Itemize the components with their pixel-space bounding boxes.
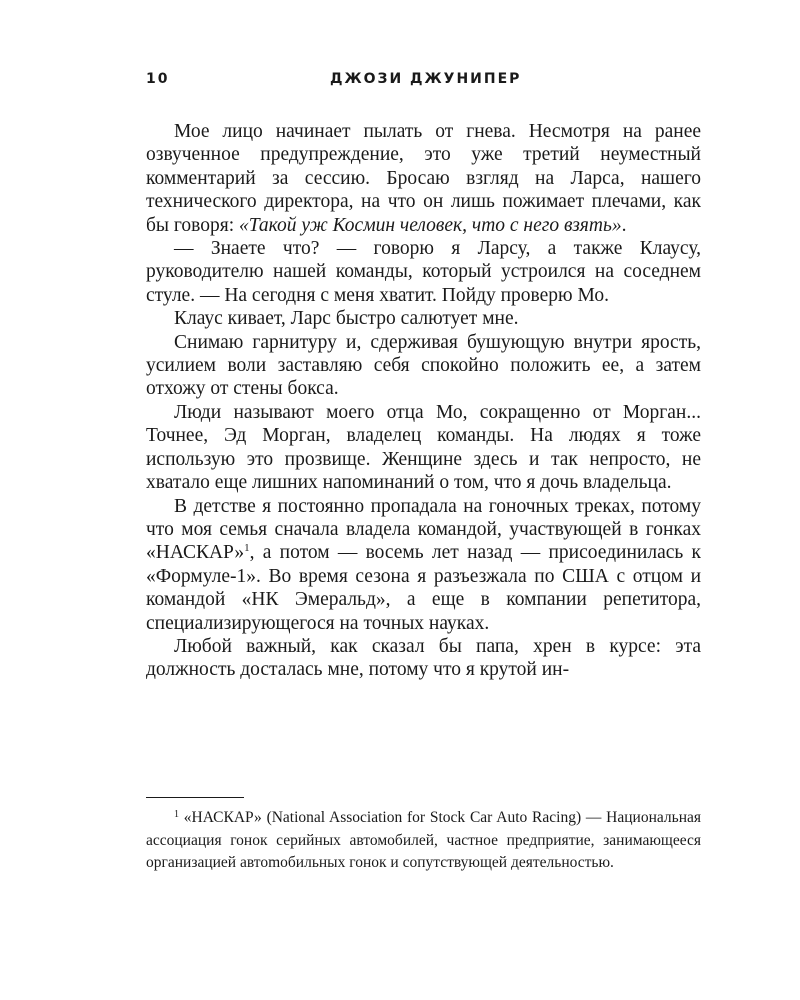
paragraph-6 <box>146 495 701 635</box>
paragraph-5: Люди называют моего отца Мо, сокращенно от Морган... Точнее, Эд Морган, владелец команды. На людях я тоже использую это прозвище. Женщине здесь и так непросто, не хватало еще лишних напоминаний о том, что я дочь владельца. <box>146 401 701 494</box>
paragraph-4: Снимаю гарнитуру и, сдерживая бушующую внутри ярость, усилием воли заставляю себя спокойно положить ее, а затем отхожу от стены бокса. <box>146 331 701 400</box>
running-header <box>146 71 718 91</box>
paragraph-1-quote: «Такой уж Космин человек, что с него взять» <box>239 214 622 236</box>
paragraph-1-text: Мое лицо начинает пылать от гнева. Несмотря на ранее озвученное предупреждение, это уже третий неуместный комментарий за сессию. Бросаю взгляд на Ларса, нашего технического директора, на что он лишь пожимает плечами, как бы говоря: <box>146 121 701 236</box>
footnote-text: «НАСКАР» (National Association for Stock Car Auto Racing) — Национальная ассоциация гонок серийных автомобилей, частное предприятие, занимающееся организацией автоmобильных гонок и сопутствующей деятельностью. <box>146 809 701 871</box>
paragraph-3: Клаус кивает, Ларс быстро салютует мне. <box>174 308 519 330</box>
paragraph-6-before: В детстве я постоянно пропадала на гоночных треках, потому что моя семья сначала владела командой, участвующей в гонках «НАСКАР» <box>146 495 701 564</box>
running-title: ДЖОЗИ ДЖУНИПЕР <box>330 71 522 87</box>
footnote-ref[interactable]: 1 <box>244 542 250 555</box>
paragraph-1 <box>146 120 701 237</box>
paragraph-7: Любой важный, как сказал бы папа, хрен в курсе: эта должность досталась мне, потому что я крутой ин- <box>146 635 701 681</box>
body-text <box>146 120 701 682</box>
paragraph-2: — Знаете что? — говорю я Ларсу, а также Клаусу, руководителю нашей команды, который устроился на соседнем стуле. — На сегодня с меня хватит. Пойду проверю Мо. <box>146 238 701 306</box>
paragraph-6-after: , а потом — восемь лет назад — присоединилась к «Формуле-1». Во время сезона я разъезжала по США с отцом и командой «НК Эмеральд», а еще в компании репетитора, специализирующегося на точных науках. <box>146 542 701 634</box>
footnote <box>146 807 701 875</box>
footnote-paragraph <box>146 807 701 875</box>
footnote-marker: 1 <box>174 809 179 820</box>
footnote-divider <box>146 797 244 798</box>
paragraph-1-end: . <box>621 214 627 236</box>
page-number: 10 <box>146 71 170 87</box>
